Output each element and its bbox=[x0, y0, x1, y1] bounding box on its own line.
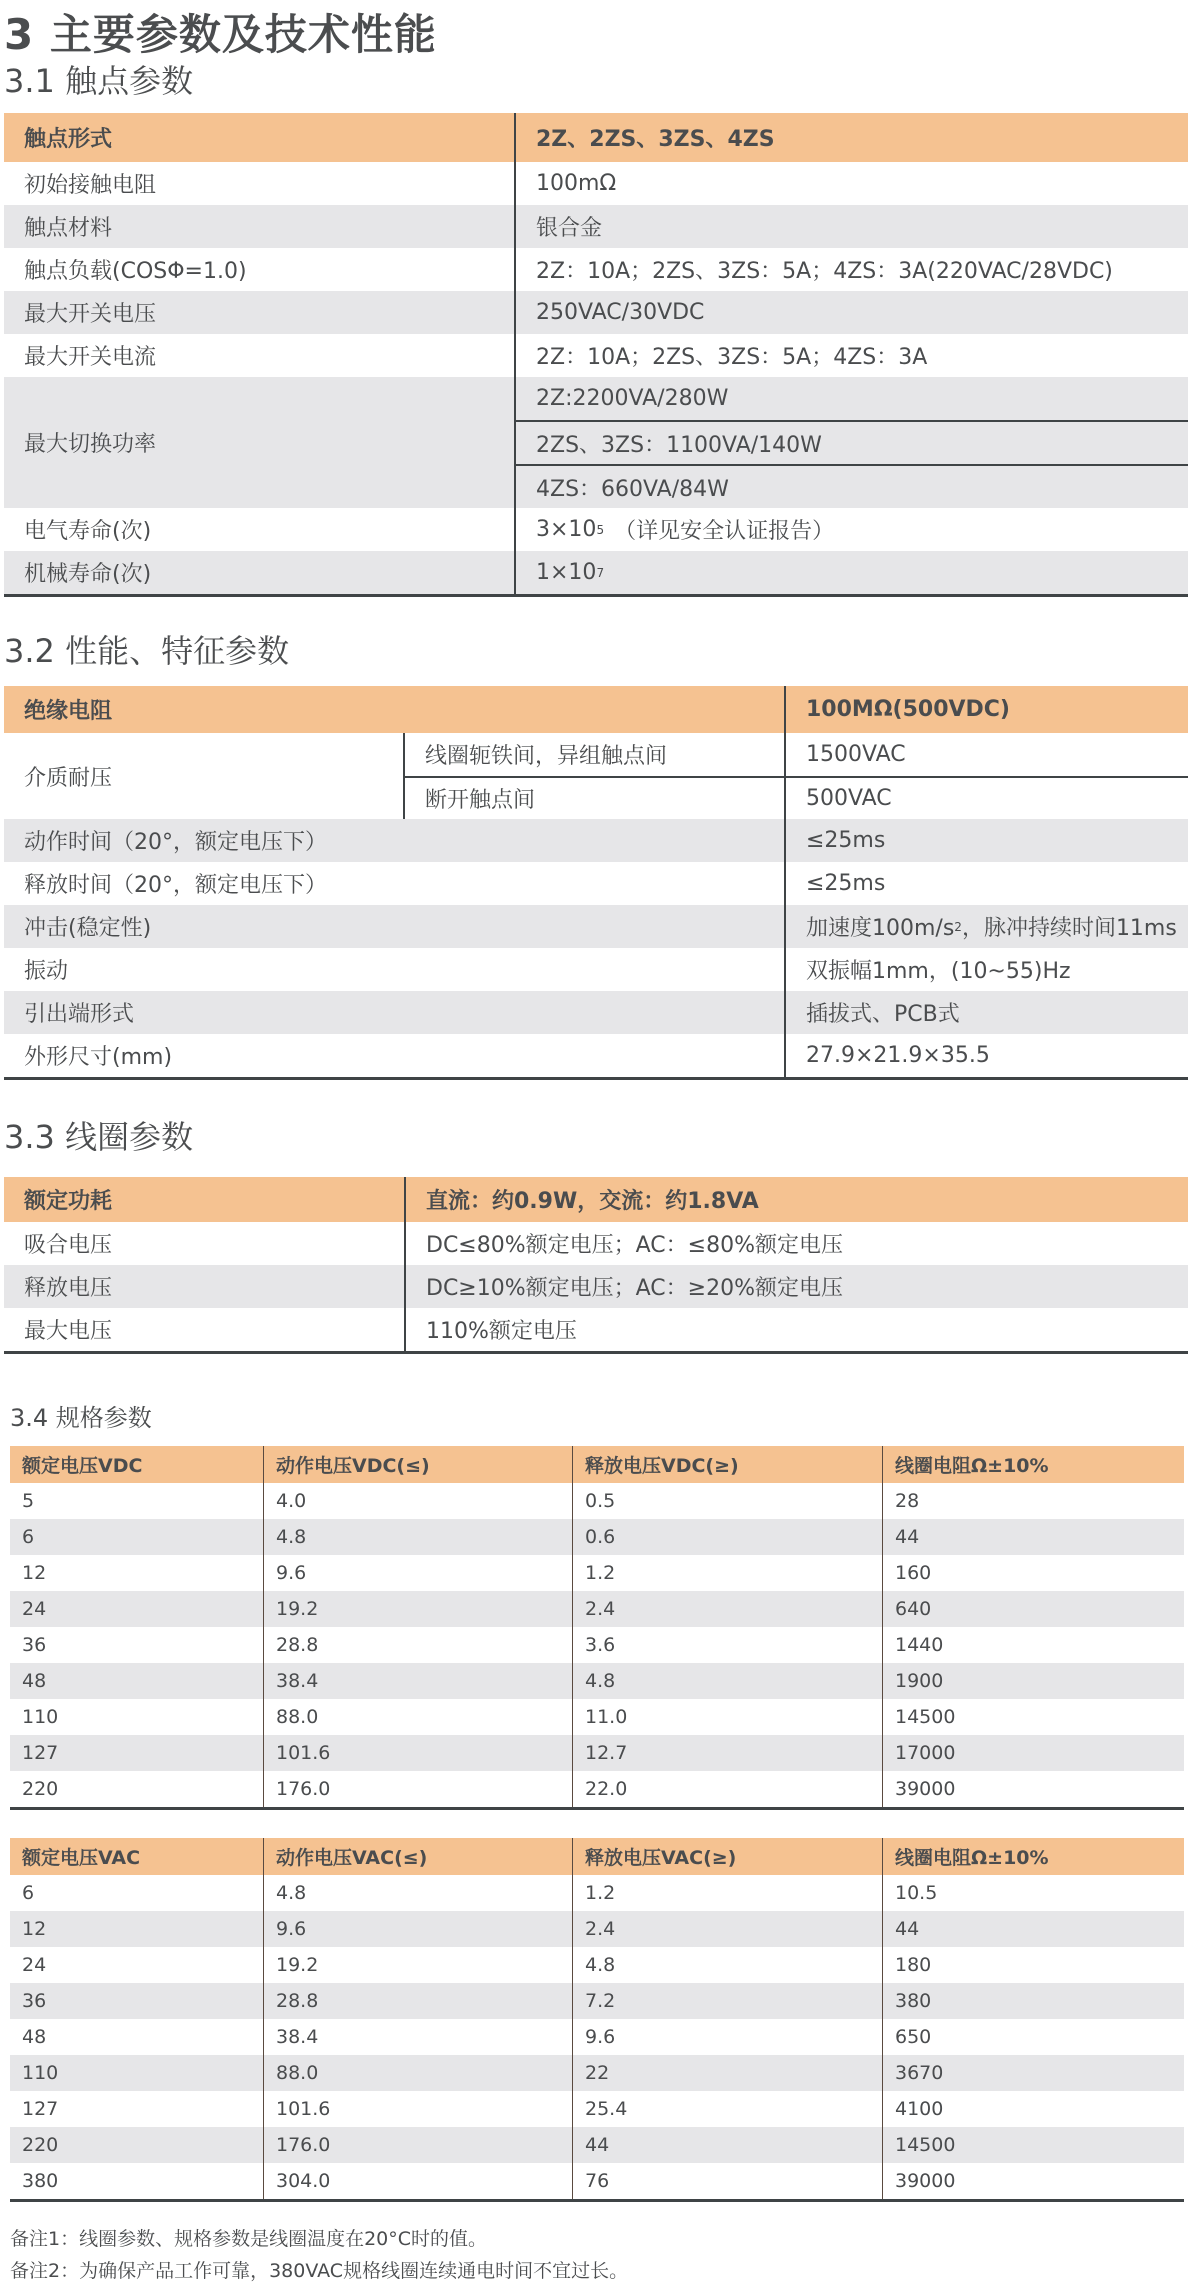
table-cell: 4.8 bbox=[572, 1663, 882, 1699]
table-cell: 14500 bbox=[882, 2127, 1184, 2163]
row-label: 最大电压 bbox=[24, 1319, 113, 1344]
row-value: DC≥10%额定电压；AC：≥20%额定电压 bbox=[404, 1265, 1188, 1308]
table-row bbox=[10, 2091, 1184, 2127]
row-label: 振动 bbox=[24, 959, 69, 984]
table-cell: 3.6 bbox=[572, 1627, 882, 1663]
table-cell: 4100 bbox=[882, 2091, 1184, 2127]
note-1: 备注1：线圈参数、规格参数是线圈温度在20°C时的值。 bbox=[10, 2228, 488, 2250]
table-cell: 24 bbox=[22, 1598, 47, 1620]
table-cell: 0.6 bbox=[572, 1519, 882, 1555]
table-row bbox=[10, 1483, 1184, 1519]
dielectric-row bbox=[4, 733, 1188, 819]
table-cell: 4.8 bbox=[263, 1519, 572, 1555]
table-cell: 88.0 bbox=[263, 1699, 572, 1735]
table-header-row bbox=[10, 1446, 1184, 1483]
table-row bbox=[4, 551, 1188, 594]
table-cell: 176.0 bbox=[263, 2127, 572, 2163]
header-value: 直流：约0.9W，交流：约1.8VA bbox=[404, 1177, 1188, 1222]
column-header: 线圈电阻Ω±10% bbox=[882, 1838, 1184, 1875]
table-cell: 5 bbox=[22, 1490, 35, 1512]
table-cell: 28.8 bbox=[263, 1627, 572, 1663]
table-cell: 1900 bbox=[882, 1663, 1184, 1699]
table-cell: 14500 bbox=[882, 1699, 1184, 1735]
table-header-row bbox=[4, 113, 1188, 162]
life-note: （详见安全认证报告） bbox=[614, 519, 835, 544]
table-row bbox=[4, 1222, 1188, 1265]
coil-parameters-table bbox=[4, 1177, 1188, 1354]
table-cell: 12 bbox=[22, 1918, 47, 1940]
table-cell: 180 bbox=[882, 1947, 1184, 1983]
table-row bbox=[4, 1265, 1188, 1308]
column-header: 线圈电阻Ω±10% bbox=[882, 1446, 1184, 1483]
row-value: 1×10 7 bbox=[514, 551, 1188, 594]
dielectric-sub bbox=[403, 733, 1188, 819]
row-label: 介质耐压 bbox=[24, 765, 113, 791]
table-cell: 22.0 bbox=[572, 1771, 882, 1807]
header-label: 绝缘电阻 bbox=[24, 699, 113, 724]
table-row bbox=[10, 1663, 1184, 1699]
table-cell: 38.4 bbox=[263, 2019, 572, 2055]
table-cell: 28 bbox=[882, 1483, 1184, 1519]
table-cell: 9.6 bbox=[263, 1911, 572, 1947]
sub-row bbox=[405, 776, 1188, 819]
column-header: 动作电压VAC(≤) bbox=[263, 1838, 572, 1875]
row-label: 外形尺寸(mm) bbox=[24, 1045, 173, 1070]
table-cell: 36 bbox=[22, 1634, 47, 1656]
table-cell: 9.6 bbox=[572, 2019, 882, 2055]
table-row bbox=[4, 862, 1188, 905]
table-cell: 36 bbox=[22, 1990, 47, 2012]
section-3-1-heading: 3.1 触点参数 bbox=[4, 62, 194, 100]
row-value: 2Z：10A；2ZS、3ZS：5A；4ZS：3A(220VAC/28VDC) bbox=[514, 248, 1188, 291]
table-row bbox=[10, 1735, 1184, 1771]
table-row bbox=[10, 1699, 1184, 1735]
row-value: 2Z:2200VA/280W bbox=[536, 386, 729, 411]
table-cell: 19.2 bbox=[263, 1591, 572, 1627]
table-cell: 220 bbox=[22, 2134, 59, 2156]
table-cell: 3670 bbox=[882, 2055, 1184, 2091]
column-header: 释放电压VAC(≥) bbox=[572, 1838, 882, 1875]
table-row bbox=[4, 1308, 1188, 1351]
row-label: 释放电压 bbox=[24, 1276, 113, 1301]
table-cell: 88.0 bbox=[263, 2055, 572, 2091]
table-cell: 101.6 bbox=[263, 1735, 572, 1771]
table-row bbox=[10, 2127, 1184, 2163]
note-2: 备注2：为确保产品工作可靠，380VAC规格线圈连续通电时间不宜过长。 bbox=[10, 2260, 629, 2282]
row-label: 电气寿命(次) bbox=[24, 519, 152, 544]
table-cell: 127 bbox=[22, 1742, 59, 1764]
row-value: 4ZS：660VA/84W bbox=[516, 464, 1188, 508]
shock-value: 加速度100m/s bbox=[806, 916, 955, 941]
table-cell: 17000 bbox=[882, 1735, 1184, 1771]
switching-power-values bbox=[514, 377, 1188, 508]
table-row bbox=[10, 1875, 1184, 1911]
row-label: 吸合电压 bbox=[24, 1233, 113, 1258]
section-3-3-heading: 3.3 线圈参数 bbox=[4, 1118, 194, 1156]
table-cell: 6 bbox=[22, 1526, 35, 1548]
table-cell: 304.0 bbox=[263, 2163, 572, 2199]
table-cell: 9.6 bbox=[263, 1555, 572, 1591]
column-header: 额定电压VAC bbox=[22, 1847, 141, 1869]
table-row bbox=[4, 508, 1188, 551]
row-value: DC≤80%额定电压；AC：≤80%额定电压 bbox=[404, 1222, 1188, 1265]
table-cell: 0.5 bbox=[572, 1483, 882, 1519]
sub-label: 线圈轭铁间，异组触点间 bbox=[425, 744, 668, 769]
section-3-2-heading: 3.2 性能、特征参数 bbox=[4, 632, 290, 670]
row-value: 银合金 bbox=[514, 205, 1188, 248]
dc-spec-table bbox=[10, 1446, 1184, 1810]
table-row bbox=[10, 1555, 1184, 1591]
table-row bbox=[4, 162, 1188, 205]
table-cell: 11.0 bbox=[572, 1699, 882, 1735]
table-cell: 2.4 bbox=[572, 1591, 882, 1627]
table-header-row bbox=[4, 1177, 1188, 1222]
table-cell: 380 bbox=[882, 1983, 1184, 2019]
table-row bbox=[10, 1627, 1184, 1663]
table-cell: 110 bbox=[22, 2062, 59, 2084]
switching-power-row bbox=[4, 377, 1188, 508]
table-row bbox=[4, 205, 1188, 248]
table-row bbox=[10, 1983, 1184, 2019]
table-cell: 44 bbox=[882, 1519, 1184, 1555]
life-base: 1×10 bbox=[536, 560, 597, 585]
table-cell: 380 bbox=[22, 2170, 59, 2192]
table-row bbox=[4, 248, 1188, 291]
table-row bbox=[10, 1519, 1184, 1555]
table-cell: 2.4 bbox=[572, 1911, 882, 1947]
row-label: 触点材料 bbox=[24, 216, 113, 241]
row-label: 引出端形式 bbox=[24, 1002, 135, 1027]
table-row bbox=[10, 2055, 1184, 2091]
sub-label: 断开触点间 bbox=[425, 788, 536, 813]
row-value: 2ZS、3ZS：1100VA/140W bbox=[516, 420, 1188, 464]
header-label: 额定功耗 bbox=[24, 1189, 113, 1214]
table-row bbox=[4, 334, 1188, 377]
row-label: 最大开关电压 bbox=[24, 302, 157, 327]
row-value: 3×10 5 （详见安全认证报告） bbox=[514, 508, 1188, 551]
table-cell: 110 bbox=[22, 1706, 59, 1728]
page-title: 3 主要参数及技术性能 bbox=[4, 10, 437, 59]
table-row bbox=[4, 819, 1188, 862]
table-row bbox=[4, 991, 1188, 1034]
contact-parameters-table bbox=[4, 113, 1188, 597]
table-cell: 1440 bbox=[882, 1627, 1184, 1663]
sub-row bbox=[405, 733, 1188, 776]
row-value: 双振幅1mm，(10~55)Hz bbox=[784, 948, 1188, 991]
section-3-4-heading: 3.4 规格参数 bbox=[10, 1404, 152, 1432]
row-label: 触点负载(COSΦ=1.0) bbox=[24, 259, 247, 284]
table-cell: 39000 bbox=[882, 1771, 1184, 1807]
table-row bbox=[10, 2019, 1184, 2055]
header-label: 触点形式 bbox=[24, 127, 113, 152]
table-header-row bbox=[10, 1838, 1184, 1875]
table-row bbox=[10, 2163, 1184, 2199]
table-cell: 6 bbox=[22, 1882, 35, 1904]
table-cell: 101.6 bbox=[263, 2091, 572, 2127]
row-value: 2Z：10A；2ZS、3ZS：5A；4ZS：3A bbox=[514, 334, 1188, 377]
table-cell: 12 bbox=[22, 1562, 47, 1584]
table-cell: 28.8 bbox=[263, 1983, 572, 2019]
table-cell: 48 bbox=[22, 1670, 47, 1692]
row-value: ≤25ms bbox=[784, 819, 1188, 862]
table-cell: 12.7 bbox=[572, 1735, 882, 1771]
row-label: 冲击(稳定性) bbox=[24, 916, 152, 941]
table-row bbox=[4, 905, 1188, 948]
table-cell: 1.2 bbox=[572, 1875, 882, 1911]
row-value: ≤25ms bbox=[784, 862, 1188, 905]
row-label: 最大切换功率 bbox=[24, 432, 157, 457]
table-cell: 44 bbox=[572, 2127, 882, 2163]
ac-spec-table bbox=[10, 1838, 1184, 2202]
table-cell: 1.2 bbox=[572, 1555, 882, 1591]
table-cell: 76 bbox=[572, 2163, 882, 2199]
column-header: 动作电压VDC(≤) bbox=[263, 1446, 572, 1483]
table-cell: 22 bbox=[572, 2055, 882, 2091]
row-value: 插拔式、PCB式 bbox=[784, 991, 1188, 1034]
table-cell: 24 bbox=[22, 1954, 47, 1976]
dc-rows bbox=[10, 1483, 1184, 1807]
ac-rows bbox=[10, 1875, 1184, 2199]
table-cell: 4.8 bbox=[263, 1875, 572, 1911]
table-cell: 176.0 bbox=[263, 1771, 572, 1807]
life-base: 3×10 bbox=[536, 517, 597, 542]
row-value: 110%额定电压 bbox=[404, 1308, 1188, 1351]
table-cell: 39000 bbox=[882, 2163, 1184, 2199]
header-value: 100MΩ(500VDC) bbox=[784, 686, 1188, 733]
table-cell: 7.2 bbox=[572, 1983, 882, 2019]
row-value: 加速度100m/s 2 ，脉冲持续时间11ms bbox=[784, 905, 1188, 948]
table-cell: 650 bbox=[882, 2019, 1184, 2055]
table-cell: 48 bbox=[22, 2026, 47, 2048]
table-cell: 38.4 bbox=[263, 1663, 572, 1699]
table-cell: 19.2 bbox=[263, 1947, 572, 1983]
table-row bbox=[4, 1034, 1188, 1077]
shock-duration: ，脉冲持续时间11ms bbox=[961, 916, 1177, 941]
column-header: 额定电压VDC bbox=[22, 1455, 143, 1477]
row-value: 250VAC/30VDC bbox=[514, 291, 1188, 334]
row-value: 27.9×21.9×35.5 bbox=[784, 1034, 1188, 1077]
table-row bbox=[10, 1591, 1184, 1627]
table-cell: 4.8 bbox=[572, 1947, 882, 1983]
sub-value: 1500VAC bbox=[784, 733, 1188, 776]
table-cell: 25.4 bbox=[572, 2091, 882, 2127]
table-header-row bbox=[4, 686, 1188, 733]
row-label: 初始接触电阻 bbox=[24, 173, 157, 198]
row-label: 机械寿命(次) bbox=[24, 562, 152, 587]
sub-value: 500VAC bbox=[784, 778, 1188, 819]
table-cell: 220 bbox=[22, 1778, 59, 1800]
table-cell: 160 bbox=[882, 1555, 1184, 1591]
row-label: 动作时间（20°，额定电压下） bbox=[24, 830, 327, 855]
table-row bbox=[4, 948, 1188, 991]
table-row bbox=[10, 1911, 1184, 1947]
header-value: 2Z、2ZS、3ZS、4ZS bbox=[514, 113, 1188, 162]
table-cell: 44 bbox=[882, 1911, 1184, 1947]
table-cell: 4.0 bbox=[263, 1483, 572, 1519]
table-row bbox=[4, 291, 1188, 334]
row-value: 100mΩ bbox=[514, 162, 1188, 205]
column-header: 释放电压VDC(≥) bbox=[572, 1446, 882, 1483]
table-cell: 127 bbox=[22, 2098, 59, 2120]
table-row bbox=[10, 1947, 1184, 1983]
row-label: 释放时间（20°，额定电压下） bbox=[24, 873, 327, 898]
table-cell: 10.5 bbox=[882, 1875, 1184, 1911]
table-row bbox=[10, 1771, 1184, 1807]
table-cell: 640 bbox=[882, 1591, 1184, 1627]
performance-parameters-table bbox=[4, 686, 1188, 1080]
row-label: 最大开关电流 bbox=[24, 345, 157, 370]
